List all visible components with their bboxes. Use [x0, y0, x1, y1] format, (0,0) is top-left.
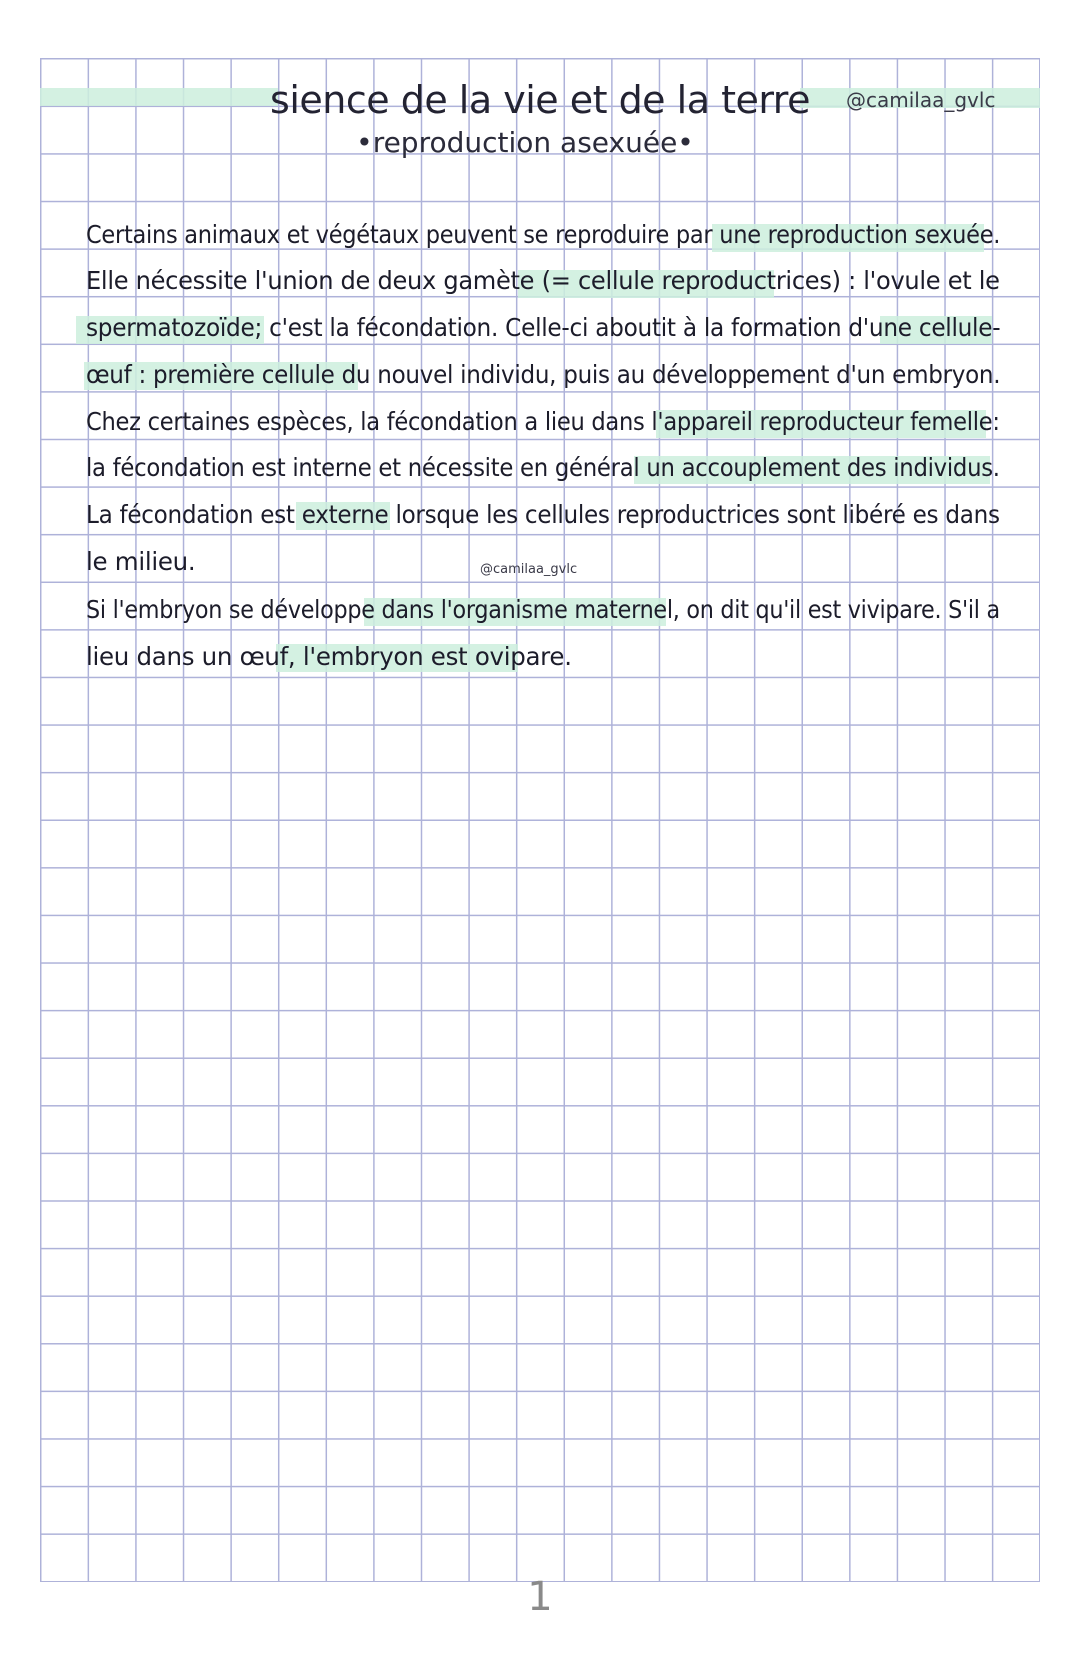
text-line: Elle nécessite l'union de deux gamète (= cellule reproductrices) : l'ovule et le: [86, 266, 1000, 295]
text-line: œuf : première cellule du nouvel individu, puis au développement d'un embryon.: [86, 360, 1001, 389]
text-line: La fécondation est externe lorsque les cellules reproductrices sont libéré es dans: [86, 500, 1000, 529]
page-subtitle: •reproduction asexuée•: [356, 126, 694, 159]
text-line: la fécondation est interne et nécessite en général un accouplement des individus.: [86, 453, 1000, 482]
text-line: le milieu.: [86, 547, 196, 576]
text-line: Si l'embryon se développe dans l'organisme maternel, on dit qu'il est vivipare. S'il a: [86, 595, 1000, 624]
text-line: spermatozoïde; c'est la fécondation. Celle-ci aboutit à la formation d'une cellule-: [86, 313, 1001, 342]
author-handle: @camilaa_gvlc: [846, 88, 996, 112]
page-title: sience de la vie et de la terre: [270, 78, 810, 122]
text-line: Certains animaux et végétaux peuvent se reproduire par une reproduction sexuée.: [86, 220, 1001, 249]
text-line: Chez certaines espèces, la fécondation a lieu dans l'appareil reproducteur femelle:: [86, 407, 1000, 436]
watermark-handle: @camilaa_gvlc: [480, 562, 578, 577]
page-number: 1: [527, 1574, 553, 1620]
text-line: lieu dans un œuf, l'embryon est ovipare.: [86, 642, 572, 671]
